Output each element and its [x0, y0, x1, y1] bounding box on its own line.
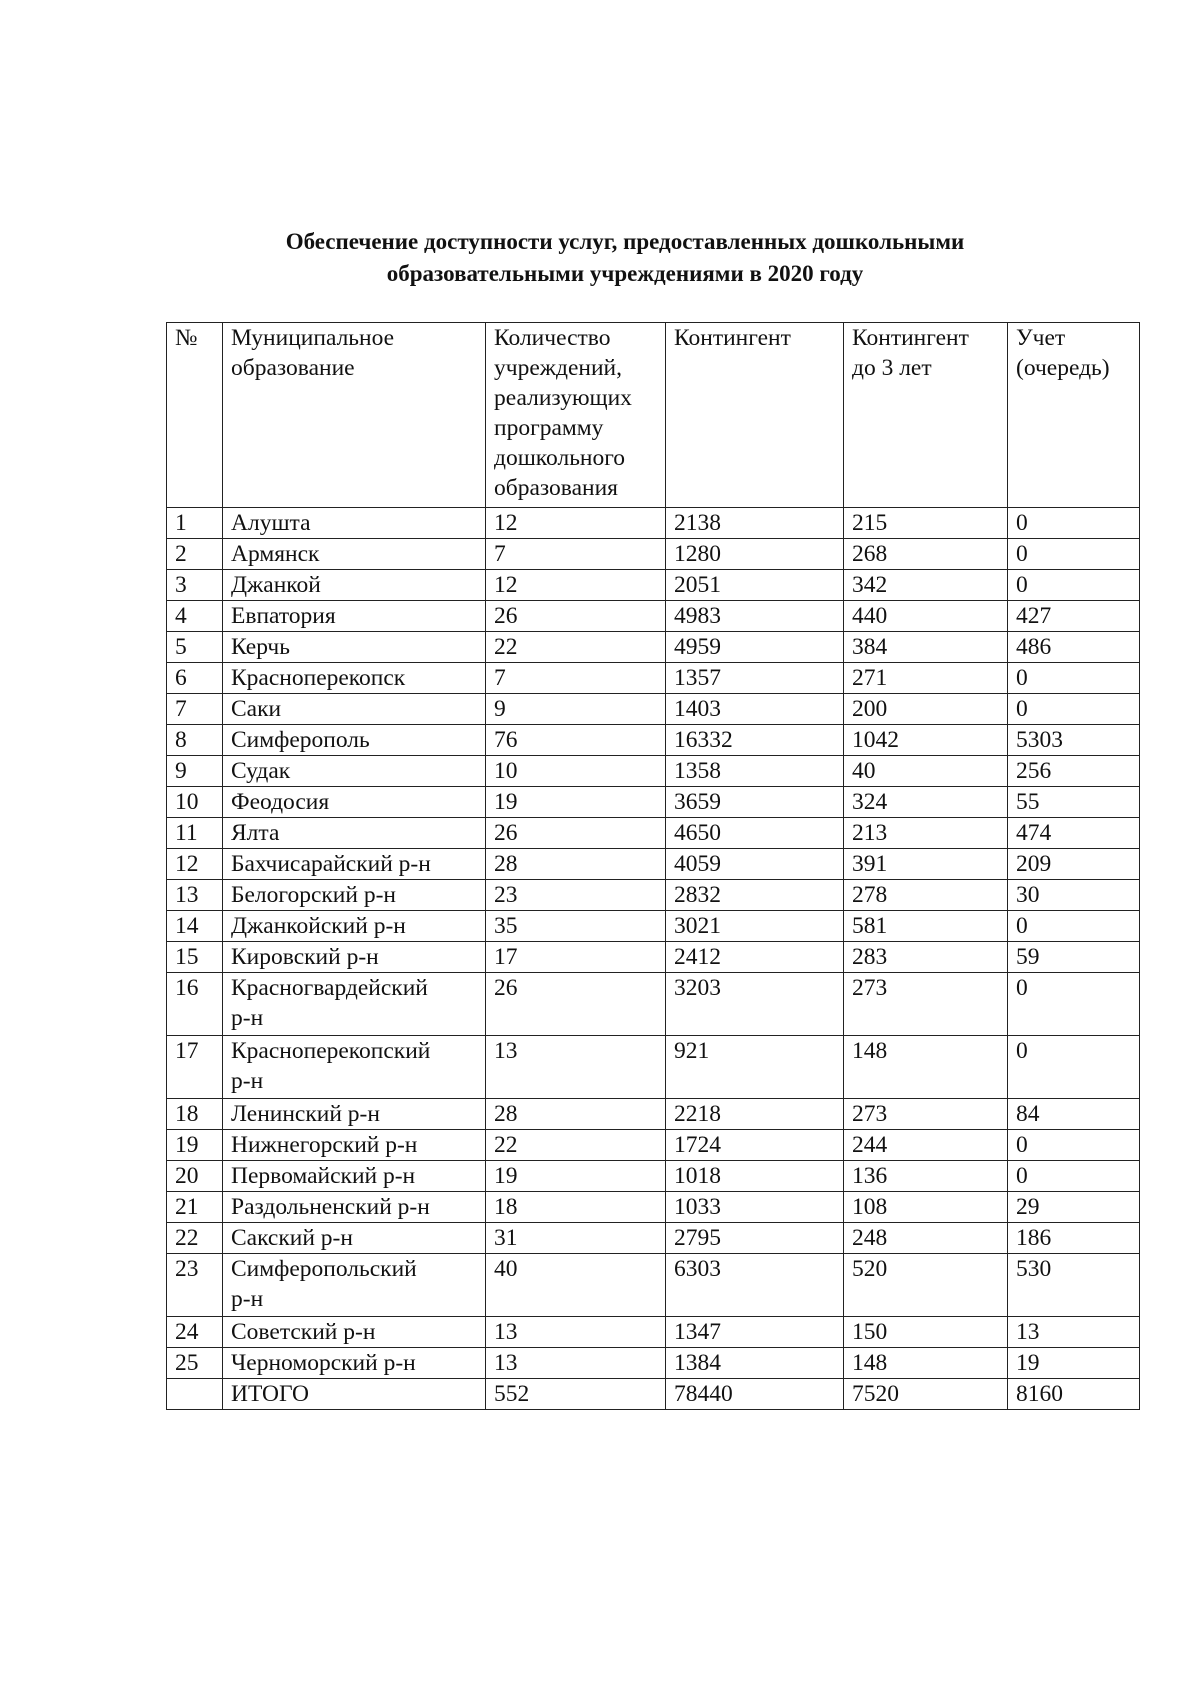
row-contingent-under3: 384	[844, 632, 1008, 663]
row-queue: 5303	[1008, 725, 1140, 756]
total-label: ИТОГО	[223, 1379, 486, 1410]
table-row	[167, 601, 1140, 632]
row-municipality	[223, 1036, 486, 1099]
row-contingent: 1358	[666, 756, 844, 787]
row-num: 10	[167, 787, 223, 818]
row-municipality: Сакский р-н	[223, 1223, 486, 1254]
row-contingent-under3: 40	[844, 756, 1008, 787]
row-municipality: Советский р-н	[223, 1317, 486, 1348]
document-title	[150, 226, 1100, 290]
row-municipality: Кировский р-н	[223, 942, 486, 973]
row-num: 12	[167, 849, 223, 880]
row-contingent: 3021	[666, 911, 844, 942]
header-line: учреждений,	[494, 355, 622, 381]
table-row	[167, 1192, 1140, 1223]
row-num: 19	[167, 1130, 223, 1161]
row-contingent-under3: 200	[844, 694, 1008, 725]
row-contingent: 1280	[666, 539, 844, 570]
row-num: 13	[167, 880, 223, 911]
municipality-line: р-н	[231, 1286, 264, 1312]
table-row	[167, 1036, 1140, 1099]
table-row	[167, 787, 1140, 818]
table-row	[167, 911, 1140, 942]
row-queue: 427	[1008, 601, 1140, 632]
row-queue: 0	[1008, 508, 1140, 539]
row-institutions: 19	[486, 787, 666, 818]
row-municipality: Джанкой	[223, 570, 486, 601]
row-queue: 0	[1008, 1130, 1140, 1161]
row-num: 6	[167, 663, 223, 694]
row-contingent: 2218	[666, 1099, 844, 1130]
row-institutions: 18	[486, 1192, 666, 1223]
row-municipality: Бахчисарайский р-н	[223, 849, 486, 880]
total-queue: 8160	[1008, 1379, 1140, 1410]
row-queue: 30	[1008, 880, 1140, 911]
row-num: 24	[167, 1317, 223, 1348]
row-institutions: 22	[486, 632, 666, 663]
row-num: 7	[167, 694, 223, 725]
table-row	[167, 849, 1140, 880]
row-num: 3	[167, 570, 223, 601]
total-institutions: 552	[486, 1379, 666, 1410]
row-num: 9	[167, 756, 223, 787]
table-row	[167, 725, 1140, 756]
header-num	[167, 323, 223, 508]
row-contingent: 2051	[666, 570, 844, 601]
row-municipality: Черноморский р-н	[223, 1348, 486, 1379]
row-contingent: 1033	[666, 1192, 844, 1223]
row-institutions: 26	[486, 601, 666, 632]
row-institutions: 31	[486, 1223, 666, 1254]
row-contingent-under3: 273	[844, 973, 1008, 1036]
row-institutions: 13	[486, 1317, 666, 1348]
row-institutions: 13	[486, 1348, 666, 1379]
row-contingent: 1384	[666, 1348, 844, 1379]
municipality-line: Красногвардейский	[231, 975, 428, 1001]
row-institutions: 7	[486, 663, 666, 694]
row-municipality: Джанкойский р-н	[223, 911, 486, 942]
row-queue: 0	[1008, 694, 1140, 725]
municipality-line: Красноперекопский	[231, 1038, 431, 1064]
row-contingent: 4983	[666, 601, 844, 632]
row-contingent-under3: 248	[844, 1223, 1008, 1254]
row-num: 5	[167, 632, 223, 663]
row-queue: 55	[1008, 787, 1140, 818]
row-num: 8	[167, 725, 223, 756]
row-queue: 0	[1008, 1161, 1140, 1192]
row-contingent-under3: 324	[844, 787, 1008, 818]
row-municipality: Армянск	[223, 539, 486, 570]
row-contingent-under3: 271	[844, 663, 1008, 694]
header-line: №	[175, 325, 198, 351]
row-contingent: 2832	[666, 880, 844, 911]
row-contingent-under3: 108	[844, 1192, 1008, 1223]
row-municipality	[223, 1254, 486, 1317]
table-row	[167, 1348, 1140, 1379]
row-institutions: 28	[486, 849, 666, 880]
row-institutions: 19	[486, 1161, 666, 1192]
table-row	[167, 880, 1140, 911]
row-contingent-under3: 244	[844, 1130, 1008, 1161]
row-queue: 530	[1008, 1254, 1140, 1317]
row-municipality: Ленинский р-н	[223, 1099, 486, 1130]
row-num: 22	[167, 1223, 223, 1254]
row-contingent-under3: 342	[844, 570, 1008, 601]
row-contingent: 3659	[666, 787, 844, 818]
row-num: 20	[167, 1161, 223, 1192]
row-contingent: 2795	[666, 1223, 844, 1254]
row-queue: 186	[1008, 1223, 1140, 1254]
row-contingent: 1357	[666, 663, 844, 694]
row-institutions: 13	[486, 1036, 666, 1099]
header-contingent-under3	[844, 323, 1008, 508]
table-row	[167, 973, 1140, 1036]
row-num: 4	[167, 601, 223, 632]
row-num: 2	[167, 539, 223, 570]
row-queue: 0	[1008, 539, 1140, 570]
row-contingent-under3: 391	[844, 849, 1008, 880]
row-institutions: 76	[486, 725, 666, 756]
row-municipality: Ялта	[223, 818, 486, 849]
table-row	[167, 1130, 1140, 1161]
title-line: Обеспечение доступности услуг, предоставленных дошкольными	[285, 229, 965, 254]
row-queue: 0	[1008, 570, 1140, 601]
row-municipality: Раздольненский р-н	[223, 1192, 486, 1223]
row-num: 25	[167, 1348, 223, 1379]
row-municipality: Керчь	[223, 632, 486, 663]
header-line: образование	[231, 355, 355, 381]
row-queue: 474	[1008, 818, 1140, 849]
row-municipality: Саки	[223, 694, 486, 725]
table-row	[167, 663, 1140, 694]
row-contingent-under3: 581	[844, 911, 1008, 942]
header-line: Контингент	[852, 325, 969, 351]
row-municipality: Нижнегорский р-н	[223, 1130, 486, 1161]
table-row	[167, 756, 1140, 787]
table-row	[167, 1317, 1140, 1348]
table-row	[167, 632, 1140, 663]
header-municipality	[223, 323, 486, 508]
row-contingent-under3: 136	[844, 1161, 1008, 1192]
row-contingent-under3: 148	[844, 1036, 1008, 1099]
header-institutions	[486, 323, 666, 508]
header-line: Количество	[494, 325, 611, 351]
row-contingent: 16332	[666, 725, 844, 756]
row-queue: 84	[1008, 1099, 1140, 1130]
header-line: реализующих	[494, 385, 632, 411]
row-contingent: 1403	[666, 694, 844, 725]
row-institutions: 9	[486, 694, 666, 725]
row-contingent-under3: 1042	[844, 725, 1008, 756]
row-institutions: 26	[486, 818, 666, 849]
row-contingent-under3: 520	[844, 1254, 1008, 1317]
row-municipality: Красноперекопск	[223, 663, 486, 694]
row-institutions: 12	[486, 570, 666, 601]
header-queue	[1008, 323, 1140, 508]
row-municipality: Феодосия	[223, 787, 486, 818]
header-contingent	[666, 323, 844, 508]
row-institutions: 23	[486, 880, 666, 911]
row-contingent: 1018	[666, 1161, 844, 1192]
row-municipality: Алушта	[223, 508, 486, 539]
row-contingent: 4959	[666, 632, 844, 663]
row-num: 16	[167, 973, 223, 1036]
row-num: 23	[167, 1254, 223, 1317]
header-line: Контингент	[674, 325, 791, 351]
header-line: до 3 лет	[852, 355, 932, 381]
row-contingent-under3: 283	[844, 942, 1008, 973]
row-institutions: 26	[486, 973, 666, 1036]
row-contingent: 2412	[666, 942, 844, 973]
row-queue: 0	[1008, 911, 1140, 942]
municipality-line: Симферопольский	[231, 1256, 417, 1282]
row-queue: 19	[1008, 1348, 1140, 1379]
table-row	[167, 508, 1140, 539]
row-municipality	[223, 973, 486, 1036]
municipality-line: р-н	[231, 1005, 264, 1031]
header-line: образования	[494, 475, 618, 501]
row-institutions: 28	[486, 1099, 666, 1130]
row-contingent: 1347	[666, 1317, 844, 1348]
row-contingent: 4059	[666, 849, 844, 880]
row-contingent: 3203	[666, 973, 844, 1036]
row-num: 11	[167, 818, 223, 849]
row-contingent-under3: 273	[844, 1099, 1008, 1130]
row-institutions: 10	[486, 756, 666, 787]
row-queue: 0	[1008, 973, 1140, 1036]
row-municipality: Судак	[223, 756, 486, 787]
row-institutions: 7	[486, 539, 666, 570]
total-contingent: 78440	[666, 1379, 844, 1410]
row-municipality: Первомайский р-н	[223, 1161, 486, 1192]
row-institutions: 12	[486, 508, 666, 539]
row-contingent-under3: 278	[844, 880, 1008, 911]
header-line: дошкольного	[494, 445, 626, 471]
table-row	[167, 818, 1140, 849]
row-municipality: Евпатория	[223, 601, 486, 632]
preschool-services-table	[166, 322, 1140, 1410]
row-contingent-under3: 268	[844, 539, 1008, 570]
header-line: Учет	[1016, 325, 1066, 351]
row-contingent: 2138	[666, 508, 844, 539]
table-row	[167, 1223, 1140, 1254]
municipality-line: р-н	[231, 1068, 264, 1094]
table-row	[167, 1254, 1140, 1317]
row-queue: 0	[1008, 1036, 1140, 1099]
row-contingent-under3: 148	[844, 1348, 1008, 1379]
table-header-row	[167, 323, 1140, 508]
row-num: 1	[167, 508, 223, 539]
row-num: 15	[167, 942, 223, 973]
total-contingent-under3: 7520	[844, 1379, 1008, 1410]
row-queue: 29	[1008, 1192, 1140, 1223]
row-num: 14	[167, 911, 223, 942]
row-queue: 256	[1008, 756, 1140, 787]
row-queue: 13	[1008, 1317, 1140, 1348]
row-contingent-under3: 440	[844, 601, 1008, 632]
row-num: 18	[167, 1099, 223, 1130]
header-line: программу	[494, 415, 604, 441]
row-queue: 59	[1008, 942, 1140, 973]
row-queue: 0	[1008, 663, 1140, 694]
header-line: Муниципальное	[231, 325, 395, 351]
row-municipality: Симферополь	[223, 725, 486, 756]
row-contingent: 6303	[666, 1254, 844, 1317]
row-institutions: 17	[486, 942, 666, 973]
title-line: образовательными учреждениями в 2020 году	[386, 261, 864, 286]
row-queue: 209	[1008, 849, 1140, 880]
table-row	[167, 942, 1140, 973]
row-contingent-under3: 215	[844, 508, 1008, 539]
row-queue: 486	[1008, 632, 1140, 663]
row-num: 17	[167, 1036, 223, 1099]
header-line: (очередь)	[1016, 355, 1110, 381]
table-row	[167, 694, 1140, 725]
row-contingent-under3: 150	[844, 1317, 1008, 1348]
row-contingent: 921	[666, 1036, 844, 1099]
table-body	[167, 508, 1140, 1379]
table-row	[167, 539, 1140, 570]
row-municipality: Белогорский р-н	[223, 880, 486, 911]
row-institutions: 35	[486, 911, 666, 942]
row-contingent: 4650	[666, 818, 844, 849]
row-institutions: 22	[486, 1130, 666, 1161]
total-row	[167, 1379, 1140, 1410]
table-row	[167, 1099, 1140, 1130]
row-institutions: 40	[486, 1254, 666, 1317]
row-contingent: 1724	[666, 1130, 844, 1161]
row-contingent-under3: 213	[844, 818, 1008, 849]
row-num: 21	[167, 1192, 223, 1223]
total-num	[167, 1379, 223, 1410]
table-row	[167, 1161, 1140, 1192]
table-row	[167, 570, 1140, 601]
